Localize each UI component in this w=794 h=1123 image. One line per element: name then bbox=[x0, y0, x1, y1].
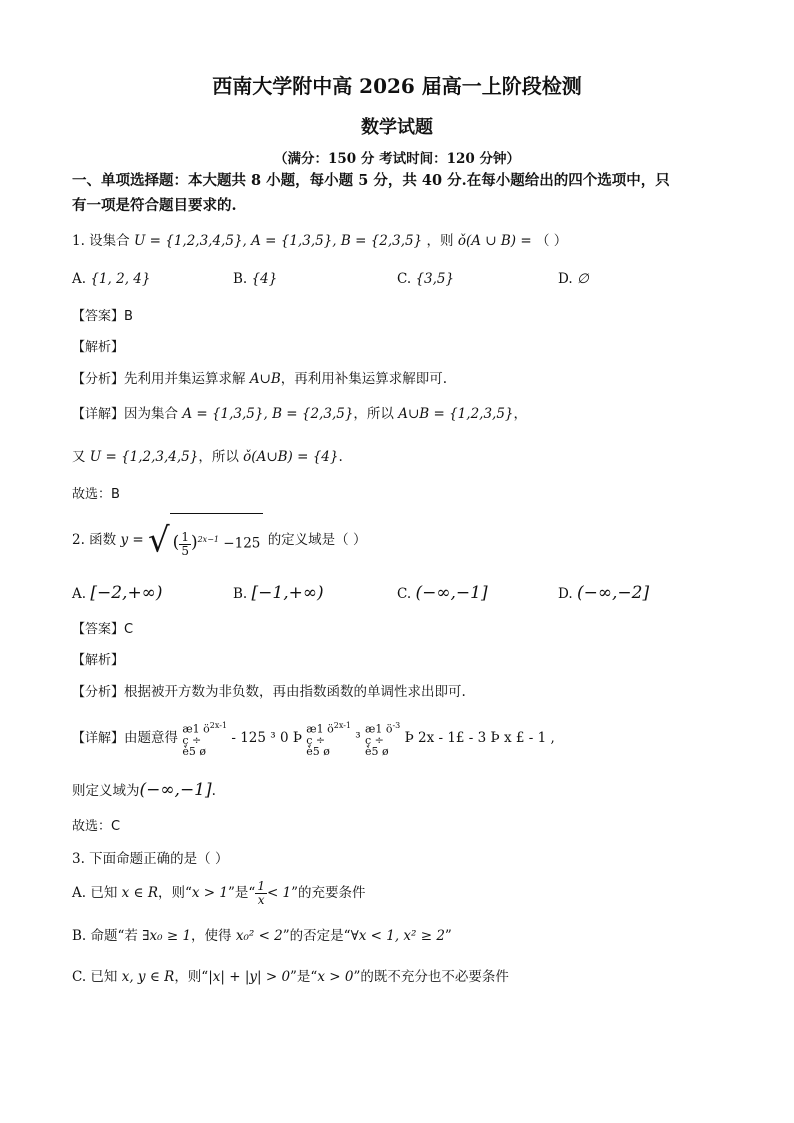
q1-stem-mid: ，则 bbox=[426, 233, 454, 249]
q2-fenxi-tag: 【分析】 bbox=[72, 685, 125, 700]
q3-opt-b-mid: ，使得 bbox=[191, 928, 236, 944]
q2-option-a-label: A. bbox=[72, 586, 87, 602]
q1-analysis-tag: 【解析】 bbox=[72, 340, 125, 355]
q3-opt-a-end: ”的充要条件 bbox=[291, 885, 366, 901]
q2-garble-part1: - 125 ³ 0 Þ bbox=[231, 730, 307, 746]
q1-answer-tag: 【答案】 bbox=[72, 309, 125, 324]
q2-option-a-value: [−2,+∞) bbox=[90, 583, 163, 603]
q1-xiangjie-line2 bbox=[72, 448, 343, 466]
q2-answer-tag: 【答案】 bbox=[72, 622, 125, 637]
q1-xiangjie-tag: 【详解】 bbox=[72, 407, 125, 422]
q1-stem-union: (A ∪ B) = bbox=[465, 233, 532, 249]
q1-line2-complement: ǒ bbox=[243, 449, 252, 465]
q1-xiangjie-pre: 因为集合 bbox=[124, 406, 183, 422]
q1-option-b-label: B. bbox=[233, 271, 248, 287]
q2-frac-den: 5 bbox=[181, 543, 189, 558]
q1-line2-pre: 又 bbox=[72, 449, 90, 465]
q3-opt-a-pre: A. 已知 bbox=[72, 885, 122, 901]
q1-fenxi-post: ，再利用补集运算求解即可. bbox=[280, 371, 448, 387]
q2-option-d-label: D. bbox=[558, 586, 573, 602]
q1-line2-math: U = {1,2,3,4,5} bbox=[89, 449, 199, 465]
q3-stem: 3. 下面命题正确的是（ ） bbox=[72, 851, 229, 867]
q3-opt-c-math3: x > 0 bbox=[317, 969, 354, 985]
q3-opt-a-math1: x ∈ R bbox=[121, 885, 158, 901]
q3-opt-b-math3: ∀x < 1, x² ≥ 2 bbox=[350, 928, 445, 944]
q1-stem-math: U = {1,2,3,4,5}, A = {1,3,5}, B = {2,3,5} bbox=[133, 233, 423, 249]
q1-fenxi bbox=[72, 370, 447, 389]
q3-opt-a-mid1: ，则“ bbox=[157, 885, 192, 901]
q3-opt-a-math2: x > 1 bbox=[191, 885, 228, 901]
q1-guxuan: 故选：B bbox=[72, 487, 120, 502]
q2-option-c-label: C. bbox=[397, 586, 412, 602]
q2-garble-part3: Þ 2x - 1£ - 3 Þ x £ - 1 , bbox=[404, 730, 555, 746]
q1-option-a bbox=[72, 271, 150, 287]
q2-stem bbox=[72, 513, 366, 561]
q2-option-c-value: (−∞,−1] bbox=[415, 583, 488, 603]
q2-exponent: 2x−1 bbox=[197, 535, 219, 544]
exam-title: 西南大学附中高 2026 届高一上阶段检测 bbox=[212, 74, 582, 98]
q1-xiangjie-end: ， bbox=[513, 406, 528, 422]
section-heading-line1: 一、单项选择题：本大题共 8 小题，每小题 5 分，共 40 分.在每小题给出的四个选项中，只 bbox=[72, 172, 670, 189]
q1-option-c bbox=[397, 271, 454, 287]
q2-garble-2: æ1 $ö^{2x-1}$ ç ÷ è5 ø bbox=[306, 721, 351, 758]
q1-option-d bbox=[558, 271, 589, 287]
q2-garble-1: æ1 $ö^{2x-1}$ ç ÷ è5 ø bbox=[182, 721, 228, 758]
q2-minus: −125 bbox=[223, 535, 261, 552]
q2-option-b bbox=[233, 583, 324, 603]
q1-line2-mid: ，所以 bbox=[198, 449, 244, 465]
q1-option-d-label: D. bbox=[558, 271, 573, 287]
q1-answer bbox=[72, 308, 133, 326]
q3-option-a bbox=[72, 874, 366, 912]
q3-opt-c-pre: C. 已知 bbox=[72, 969, 122, 985]
q3-opt-b-pre: B. 命题“若 bbox=[72, 928, 143, 944]
q2-guxuan: 故选：C bbox=[72, 819, 121, 834]
q1-option-d-value: ∅ bbox=[576, 271, 589, 287]
q3-opt-a-frac: $\frac{1}{x}$ bbox=[257, 879, 265, 907]
q2-xiangjie bbox=[72, 716, 555, 760]
q3-option-b bbox=[72, 927, 452, 945]
q3-opt-a-mid2: ”是“ bbox=[228, 885, 256, 901]
q2-stem-prefix: 2. 函数 bbox=[72, 531, 121, 548]
q1-stem-paren: （ ） bbox=[535, 233, 568, 249]
section-heading-line2: 有一项是符合题目要求的. bbox=[72, 197, 237, 214]
q1-stem-prefix: 1. 设集合 bbox=[72, 233, 130, 249]
q1-line2-math3: (A∪B) = {4} bbox=[251, 449, 339, 465]
q1-option-c-value: {3,5} bbox=[415, 271, 455, 287]
q2-xiangjie-line2 bbox=[72, 781, 216, 800]
q1-xiangjie bbox=[72, 405, 527, 424]
q2-line2-math: (−∞,−1] bbox=[139, 780, 212, 800]
q2-xiangjie-pre: 由题意得 bbox=[124, 730, 183, 746]
q2-option-d-value: (−∞,−2] bbox=[576, 583, 650, 603]
q1-xiangjie-mid: ，所以 bbox=[353, 406, 399, 422]
q3-opt-b-mid2: ”的否定是“ bbox=[282, 928, 351, 944]
q3-opt-c-mid2: ”是“ bbox=[290, 969, 318, 985]
q2-frac bbox=[179, 531, 191, 558]
q1-fenxi-math: A∪B bbox=[249, 371, 281, 387]
q3-opt-b-end: ” bbox=[444, 928, 452, 944]
q3-opt-b-math1: ∃x₀ ≥ 1 bbox=[142, 928, 192, 944]
q3-opt-c-end: ”的既不充分也不必要条件 bbox=[353, 969, 509, 985]
q1-answer-value: B bbox=[124, 309, 133, 324]
q1-option-b bbox=[233, 271, 277, 287]
q1-xiangjie-math: A = {1,3,5}, B = {2,3,5} bbox=[182, 406, 354, 422]
q1-fenxi-pre: 先利用并集运算求解 bbox=[124, 371, 250, 387]
q1-option-c-label: C. bbox=[397, 271, 412, 287]
q2-option-b-label: B. bbox=[233, 586, 248, 602]
q2-stem-y: y = bbox=[120, 531, 144, 548]
exam-info: （满分：150 分 考试时间：120 分钟） bbox=[274, 151, 520, 167]
q1-option-a-label: A. bbox=[72, 271, 87, 287]
q2-option-a bbox=[72, 583, 162, 603]
q2-xiangjie-tag: 【详解】 bbox=[72, 731, 125, 746]
q2-stem-suffix: 的定义域是（ ） bbox=[267, 531, 367, 548]
q3-opt-c-mid: ，则“ bbox=[174, 969, 209, 985]
q2-garble-part2: ³ bbox=[355, 730, 365, 746]
q3-opt-a-math3: < 1 bbox=[266, 885, 292, 901]
q3-opt-c-math2: |x| + |y| > 0 bbox=[208, 969, 291, 985]
q1-stem bbox=[72, 232, 567, 250]
q1-fenxi-tag: 【分析】 bbox=[72, 372, 125, 387]
q2-fenxi-text: 根据被开方数为非负数，再由指数函数的单调性求出即可. bbox=[124, 684, 466, 700]
q1-xiangjie-math2: A∪B = {1,2,3,5} bbox=[398, 406, 514, 422]
q2-line2-pre: 则定义域为 bbox=[72, 783, 140, 799]
q1-line2-end: . bbox=[338, 449, 343, 465]
q2-option-b-value: [−1,+∞) bbox=[251, 583, 324, 603]
exam-subtitle: 数学试题 bbox=[361, 117, 433, 138]
q2-garble-3: æ1 $ö^{-3}$ ç ÷ è5 ø bbox=[365, 721, 401, 758]
q3-opt-c-math1: x, y ∈ R bbox=[121, 969, 175, 985]
q2-option-d bbox=[558, 583, 649, 603]
q1-option-b-value: {4} bbox=[251, 271, 278, 287]
q2-answer bbox=[72, 621, 133, 639]
q2-analysis-tag: 【解析】 bbox=[72, 653, 125, 668]
q2-sqrt-body: ( $\frac{1}{5}$ )$^{2x-1}$ −125 bbox=[170, 513, 264, 568]
q3-option-c bbox=[72, 968, 509, 986]
q2-frac-num: 1 bbox=[181, 529, 189, 544]
q2-fenxi bbox=[72, 683, 466, 702]
q1-option-a-value: {1, 2, 4} bbox=[90, 271, 151, 287]
q2-option-c bbox=[397, 583, 488, 603]
q2-sqrt bbox=[148, 513, 263, 568]
sqrt-icon: √ bbox=[148, 520, 170, 561]
q2-line2-end: . bbox=[211, 783, 216, 799]
q2-answer-value: C bbox=[124, 622, 134, 637]
q1-stem-complement: ǒ bbox=[457, 233, 466, 249]
q3-opt-b-math2: x₀² < 2 bbox=[235, 928, 283, 944]
